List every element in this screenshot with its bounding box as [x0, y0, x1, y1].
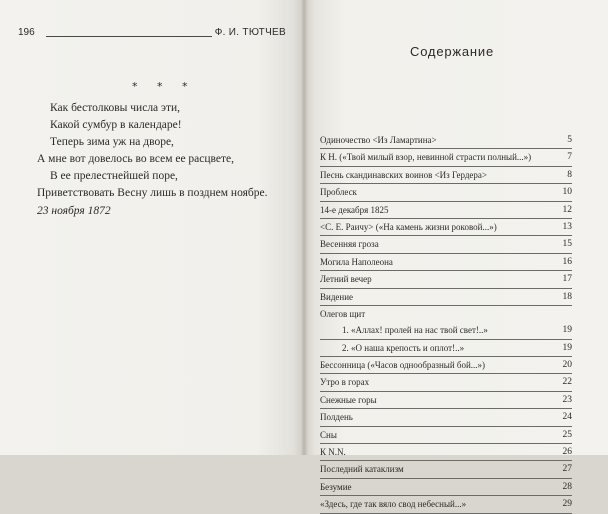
toc-entry-page: 20 [562, 360, 572, 371]
toc-entry-page: 13 [562, 221, 572, 232]
table-of-contents [320, 132, 572, 514]
toc-entry-page: 27 [562, 464, 572, 475]
ornament-asterisks: * * * [132, 80, 196, 93]
toc-entry-page: 12 [562, 204, 572, 215]
toc-entry [320, 184, 572, 201]
toc-entry [320, 357, 572, 374]
toc-entry-title: Снежные горы [320, 394, 377, 405]
header-rule [46, 36, 212, 37]
toc-entry [320, 374, 572, 391]
toc-entry-page: 24 [562, 412, 572, 423]
toc-entry-title: Песнь скандинавских воинов <Из Гердера> [320, 169, 488, 180]
toc-entry-title: Сны [320, 429, 337, 440]
toc-entry-title: <С. Е. Раичу> («На камень жизни роковой...») [320, 221, 497, 232]
toc-entry-page: 15 [562, 239, 572, 250]
toc-entry-title: Полдень [320, 412, 353, 423]
toc-entry [320, 392, 572, 409]
book-gutter [300, 0, 308, 455]
poem-line: Теперь зима уж на дворе, [50, 136, 174, 148]
toc-entry [320, 444, 572, 461]
toc-entry [320, 271, 572, 288]
poem-line: Какой сумбур в календаре! [50, 119, 182, 131]
toc-entry [320, 322, 572, 339]
toc-entry [320, 167, 572, 184]
toc-entry [320, 496, 572, 513]
toc-entry-page: 10 [562, 187, 572, 198]
poem-date: 23 ноября 1872 [37, 205, 111, 217]
toc-entry-page: 23 [562, 394, 572, 405]
toc-entry [320, 461, 572, 478]
toc-entry-title: К Н. («Твой милый взор, невинной страсти полный...») [320, 152, 532, 163]
toc-entry-title: 2. «О наша крепость и оплот!..» [342, 342, 465, 353]
toc-entry-title: Проблеск [320, 187, 357, 198]
toc-entry [320, 202, 572, 219]
poem-line: Как бестолковы числа эти, [50, 102, 181, 114]
toc-entry-page: 16 [562, 256, 572, 267]
poem [37, 100, 287, 220]
toc-entry-title: Бессонница («Часов однообразный бой...») [320, 360, 486, 371]
page-number: 196 [18, 27, 35, 38]
toc-entry-page: 29 [562, 499, 572, 510]
toc-entry-title: 1. «Аллах! пролей на нас твой свет!..» [342, 325, 488, 336]
toc-entry-title: Безумие [320, 481, 352, 492]
running-header [18, 27, 286, 39]
toc-entry [320, 149, 572, 166]
toc-entry [320, 254, 572, 271]
toc-entry-page: 7 [567, 152, 572, 163]
toc-entry-title: «Здесь, где так вяло свод небесный...» [320, 499, 467, 510]
toc-entry [320, 306, 572, 322]
toc-entry [320, 236, 572, 253]
toc-entry-page: 26 [562, 447, 572, 458]
toc-entry-title: Летний вечер [320, 274, 372, 285]
toc-entry-title: Весенняя гроза [320, 239, 379, 250]
toc-entry-page: 5 [567, 135, 572, 145]
toc-title: Содержание [410, 44, 494, 59]
toc-entry-page: 19 [562, 342, 572, 353]
poem-line: Приветствовать Весну лишь в позднем ноябре. [37, 187, 268, 199]
toc-entry-page: 22 [562, 377, 572, 388]
poem-line: В ее прелестнейшей поре, [50, 170, 178, 182]
toc-entry-title: Одиночество <Из Ламартина> [320, 135, 437, 145]
running-author: Ф. И. ТЮТЧЕВ [214, 27, 286, 38]
toc-entry [320, 479, 572, 496]
toc-entry-title: Могила Наполеона [320, 256, 393, 267]
toc-entry-title: Видение [320, 291, 354, 302]
toc-entry [320, 219, 572, 236]
toc-entry-page: 17 [562, 274, 572, 285]
toc-entry [320, 132, 572, 149]
toc-entry-title: Олегов щит [320, 308, 366, 319]
toc-entry-title: 14-е декабря 1825 [320, 204, 389, 215]
toc-entry [320, 409, 572, 426]
toc-entry-title: Последний катаклизм [320, 464, 404, 475]
toc-entry-page: 28 [562, 481, 572, 492]
toc-entry [320, 427, 572, 444]
left-page [0, 0, 303, 455]
toc-entry-page: 18 [562, 291, 572, 302]
toc-entry-page: 8 [567, 169, 572, 180]
toc-entry-page: 19 [562, 325, 572, 336]
toc-entry-title: К N.N. [320, 447, 346, 458]
toc-entry-page: 25 [562, 429, 572, 440]
toc-entry [320, 340, 572, 357]
poem-line: А мне вот довелось во всем ее расцвете, [37, 153, 235, 165]
toc-entry-title: Утро в горах [320, 377, 370, 388]
toc-entry [320, 289, 572, 306]
